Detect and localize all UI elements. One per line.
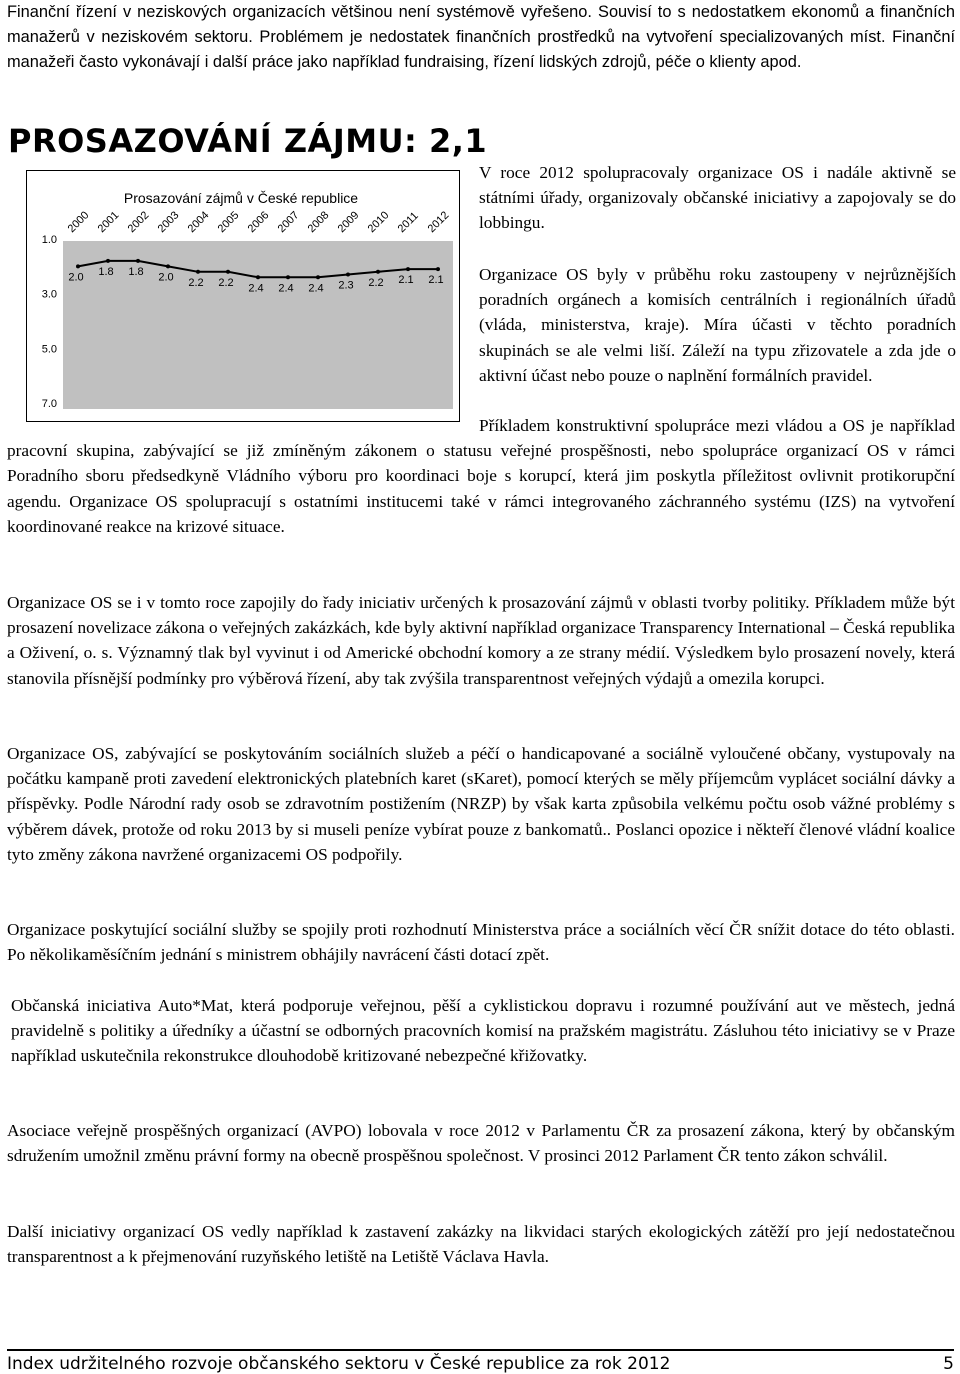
data-label: 2.4 [278,282,294,295]
x-tick-label: 2006 [245,209,272,236]
data-label: 2.4 [308,282,324,295]
plot-area [63,241,453,409]
data-point [76,264,80,268]
data-label: 2.2 [218,276,234,289]
data-label: 2.4 [248,282,264,295]
x-tick-label: 2005 [215,209,242,236]
data-label: 2.2 [368,276,384,289]
x-tick-label: 2004 [185,209,212,236]
data-point [346,273,350,277]
x-tick-label: 2002 [125,209,152,236]
data-label: 2.2 [188,276,204,289]
section-heading: PROSAZOVÁNÍ ZÁJMU: 2,1 [8,122,488,160]
data-point [256,275,260,279]
intro-paragraph: Finanční řízení v neziskových organizacích většinou není systémově vyřešeno. Souvisí to s nedostatkem ekonomů a finančních manažerů v neziskovém sektoru. Problémem je nedostatek finančních prostředků na vytvoření specializovaných míst. Finanční manažeři často vykonávají i další práce jako například fundraising, řízení lidských zdrojů, péče o klienty apod. [7,3,955,72]
data-point [376,270,380,274]
side-paragraph-2: Organizace OS byly v průběhu roku zastoupeny v nejrůznějších poradních orgánech a komisích centrálních i regionálních úřadů (vláda, ministerstva, kraje). Míra účasti v těchto poradních skupinách se ale velmi liší. Záleží na typu zřizovatele a zda jde o aktivní účast nebo pouze o naplnění formálních pravidel. [479,265,956,385]
x-tick-label: 2010 [365,209,392,236]
data-point [196,270,200,274]
data-point [436,267,440,271]
data-label: 2.1 [398,274,414,287]
data-point [316,275,320,279]
y-tick-label: 1.0 [41,234,57,246]
chart-title: Prosazování zájmů v České republice [123,190,359,206]
data-point [106,259,110,263]
x-tick-label: 2011 [395,209,421,236]
data-label: 1.8 [98,265,114,278]
x-tick-label: 2012 [425,209,452,236]
data-label: 2.1 [428,274,444,287]
x-tick-label: 2009 [335,209,362,236]
policy-paragraph: Organizace OS se i v tomto roce zapojily do řady iniciativ určených k prosazování zájmů v oblasti tvorby politiky. Příkladem může být prosazení novelizace zákona o veřejných zakázkách, kde byly aktivní například organizace Transparency International – Česká republika a Oživení, o. s. Významný tlak byl vyvinut i od Americké obchodní komory a ze strany médií. Výsledkem bylo prosazení novely, která stanovila přísnější podmínky pro výběrová řízení, aby tak zvýšila transparentnost veřejných výdajů a omezila korupci. [7,593,955,688]
data-point [286,275,290,279]
data-label: 1.8 [128,265,144,278]
other-initiatives-paragraph: Další iniciativy organizací OS vedly například k zastavení zakázky na likvidaci starých ekologických zátěží pro její nedostatečnou transparentnost a k přejmenování ruzyňského letiště na Letiště Václava Havla. [7,1222,955,1267]
data-label: 2.0 [158,271,174,284]
x-tick-label: 2008 [305,209,332,236]
x-tick-label: 2001 [95,209,122,236]
data-label: 2.3 [338,279,354,292]
data-point [226,270,230,274]
data-point [166,264,170,268]
x-tick-label: 2007 [275,209,302,236]
data-point [136,259,140,263]
footer-title: Index udržitelného rozvoje občanského sektoru v České republice za rok 2012 [7,1354,671,1374]
y-tick-label: 3.0 [41,288,57,301]
social-services-paragraph: Organizace poskytující sociální služby se spojily proti rozhodnutí Ministerstva práce a sociálních věcí ČR snížit dotace do této oblasti. Po několikaměsíčním jednání s ministrem obhájily navrácení části dotací zpět. [7,920,955,965]
data-label: 2.0 [68,271,84,284]
y-tick-label: 5.0 [41,343,57,356]
x-tick-label: 2000 [65,209,92,236]
side-paragraph-1: V roce 2012 spolupracovaly organizace OS i nadále aktivně se státními úřady, organizovaly občanské iniciativy a zapojovaly se do lobbingu. [479,163,956,233]
x-tick-label: 2003 [155,209,182,236]
cooperation-paragraph: Příkladem konstruktivní spolupráce mezi vládou a OS je například pracovní skupina, zabývající se již zmíněným zákonem o statusu veřejné prospěšnosti, nebo spolupráce organizací OS v rámci Poradního sboru předsedkyně Vládního výboru pro koordinaci boje s korupcí, která jim poskytla příležitost ovlivnit protikorupční agendu. Organizace OS spolupracují s ostatními institucemi také v rámci integrovaného záchranného systému (IZS) na vytvoření koordinované reakce na krizové situace. [7,416,955,536]
page-footer [7,1349,954,1374]
page-number: 5 [943,1354,954,1374]
automat-paragraph: Občanská iniciativa Auto*Mat, která podporuje veřejnou, pěší a cyklistickou dopravu i rozumné používání aut ve městech, jedná pravidelně s politiky a úředníky a účastní se odborných pracovních komisí na pražském magistrátu. Zásluhou této iniciativy se v Praze například uskutečnila rekonstrukce dlouhodobě kritizované nebezpečné křižovatky. [11,996,955,1066]
chart [26,170,460,422]
avpo-paragraph: Asociace veřejně prospěšných organizací (AVPO) lobovala v roce 2012 v Parlamentu ČR za prosazení zákona, který by občanským sdružením umožnil změnu právní formy na obecně prospěšnou společnost. V prosinci 2012 Parlament ČR tento zákon schválil. [7,1121,955,1166]
y-tick-label: 7.0 [41,398,57,410]
data-point [406,267,410,271]
chart-svg [27,171,459,421]
skarta-paragraph: Organizace OS, zabývající se poskytováním sociálních služeb a péčí o handicapované a sociálně vyloučené občany, vystupovaly na počátku kampaně proti zavedení elektronických platebních karet (sKaret), pomocí kterých se měly příjemcům vyplácet sociální dávky a příspěvky. Podle Národní rady osob se zdravotním postižením (NRZP) by však karta způsobila velkému počtu osob vážné problémy s výběrem dávek, protože od roku 2013 by si museli peníze vybírat pouze z bankomatů.. Poslanci opozice i někteří členové vládní koalice tyto změny zákona navržené organizacemi OS podpořily. [7,744,955,864]
